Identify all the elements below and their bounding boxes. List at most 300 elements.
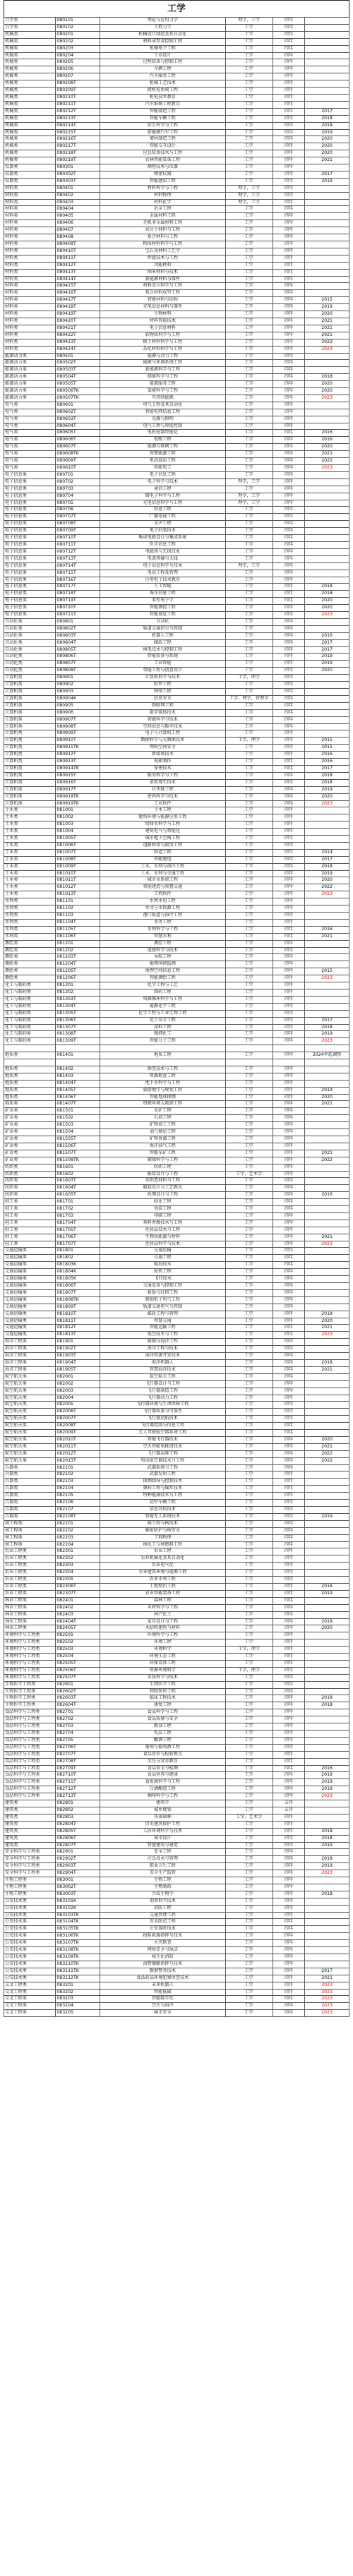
duration-cell: 四年 bbox=[273, 1108, 305, 1115]
code-cell: 081806T bbox=[56, 1283, 100, 1290]
year-added-cell bbox=[305, 675, 349, 682]
category-cell: 电气类 bbox=[4, 423, 56, 430]
category-cell: 食品科学与工程类 bbox=[4, 1779, 56, 1786]
code-cell: 080902 bbox=[56, 682, 100, 689]
category-cell: 电气类 bbox=[4, 402, 56, 409]
code-cell: 082301 bbox=[56, 1548, 100, 1555]
code-cell: 080916T bbox=[56, 779, 100, 786]
year-added-cell: 2023 bbox=[305, 1982, 349, 1989]
major-name-cell: 柔性电子学 bbox=[100, 598, 226, 605]
degree-cell: 工学 bbox=[225, 1618, 273, 1625]
duration-cell: 四年 bbox=[273, 157, 305, 164]
year-added-cell bbox=[305, 1212, 349, 1220]
degree-cell: 工学 bbox=[225, 1625, 273, 1632]
year-added-cell bbox=[305, 164, 349, 171]
code-cell: 082202 bbox=[56, 1527, 100, 1534]
year-added-cell: 2015 bbox=[305, 968, 349, 975]
year-added-cell: 2019 bbox=[305, 654, 349, 661]
degree-cell: 工学 bbox=[225, 541, 273, 548]
duration-cell: 四年 bbox=[273, 213, 305, 220]
table-row bbox=[4, 1289, 349, 1296]
category-cell: 建筑类 bbox=[4, 1828, 56, 1835]
duration-cell: 五年 bbox=[273, 1800, 305, 1807]
table-row bbox=[4, 1982, 349, 1989]
code-cell: 080504T bbox=[56, 374, 100, 381]
category-cell: 土木类 bbox=[4, 849, 56, 856]
major-name-cell: 建筑电气与智能化 bbox=[100, 829, 226, 836]
code-cell: 082701 bbox=[56, 1709, 100, 1716]
code-cell: 082703 bbox=[56, 1723, 100, 1731]
major-name-cell: 电气工程与智能控制 bbox=[100, 423, 226, 430]
table-row bbox=[4, 1758, 349, 1765]
table-row bbox=[4, 1436, 349, 1443]
year-added-cell: 2018 bbox=[305, 1891, 349, 1898]
table-row bbox=[4, 1296, 349, 1304]
table-row bbox=[4, 1772, 349, 1779]
table-row bbox=[4, 975, 349, 982]
duration-cell: 四年 bbox=[273, 1954, 305, 1961]
year-added-cell: 2021 bbox=[305, 1150, 349, 1157]
table-row bbox=[4, 374, 349, 381]
duration-cell: 四年 bbox=[273, 1178, 305, 1185]
category-cell: 水利类 bbox=[4, 919, 56, 926]
year-added-cell bbox=[305, 500, 349, 507]
code-cell: 081303T bbox=[56, 996, 100, 1003]
table-row bbox=[4, 94, 349, 101]
major-name-cell: 资源循环科学与工程 bbox=[100, 996, 226, 1003]
code-cell: 081502 bbox=[56, 1115, 100, 1122]
category-cell: 轻工类 bbox=[4, 1199, 56, 1206]
degree-cell: 工学 bbox=[225, 682, 273, 689]
year-added-cell bbox=[305, 702, 349, 709]
table-row bbox=[4, 1877, 349, 1884]
major-name-cell: 材料科学与工程 bbox=[100, 185, 226, 192]
degree-cell: 工学 bbox=[225, 1423, 273, 1430]
category-cell: 电子信息类 bbox=[4, 500, 56, 507]
duration-cell: 四年 bbox=[273, 1157, 305, 1164]
major-name-cell: 生物质能源与材料 bbox=[100, 1234, 226, 1241]
category-cell: 地质类 bbox=[4, 1073, 56, 1080]
major-name-cell: 化工安全工程 bbox=[100, 1017, 226, 1024]
code-cell: 081706T bbox=[56, 1234, 100, 1241]
degree-cell: 工学 bbox=[225, 661, 273, 668]
major-name-cell: 乳品工程 bbox=[100, 1731, 226, 1738]
code-cell: 081801 bbox=[56, 1248, 100, 1255]
duration-cell: 四年 bbox=[273, 661, 305, 668]
degree-cell: 工学 bbox=[225, 1961, 273, 1968]
major-name-cell: 邮政工程 bbox=[100, 639, 226, 646]
table-row bbox=[4, 849, 349, 856]
degree-cell: 工学 bbox=[225, 416, 273, 423]
code-cell: 080604T bbox=[56, 423, 100, 430]
table-row bbox=[4, 1220, 349, 1227]
category-cell: 机械类 bbox=[4, 45, 56, 52]
duration-cell: 四年 bbox=[273, 136, 305, 143]
major-name-cell: 人工智能 bbox=[100, 584, 226, 591]
year-added-cell bbox=[305, 807, 349, 814]
major-name-cell: 能源互联网工程 bbox=[100, 444, 226, 451]
table-row bbox=[4, 1828, 349, 1835]
major-name-cell: 工程软件 bbox=[100, 891, 226, 898]
degree-cell: 工学 bbox=[225, 1380, 273, 1388]
category-cell: 测绘类 bbox=[4, 940, 56, 947]
duration-cell: 四年 bbox=[273, 38, 305, 45]
major-name-cell: 能源与环境系统工程 bbox=[100, 360, 226, 367]
category-cell: 公安技术类 bbox=[4, 1919, 56, 1926]
degree-cell: 工学 bbox=[225, 528, 273, 535]
major-name-cell: 冶金工程 bbox=[100, 206, 226, 213]
table-row bbox=[4, 1325, 349, 1332]
code-cell: 081009T bbox=[56, 863, 100, 870]
duration-cell: 四年 bbox=[273, 1611, 305, 1618]
major-name-cell: 电动航空器技术与工程 bbox=[100, 1457, 226, 1464]
duration-cell: 四年 bbox=[273, 829, 305, 836]
table-row bbox=[4, 1632, 349, 1639]
duration-cell: 四年 bbox=[273, 1590, 305, 1597]
degree-cell: 工学 bbox=[225, 465, 273, 472]
duration-cell: 四年 bbox=[273, 1325, 305, 1332]
category-cell: 水利类 bbox=[4, 913, 56, 920]
duration-cell: 四年 bbox=[273, 849, 305, 856]
category-cell: 电气类 bbox=[4, 451, 56, 458]
code-cell: 082901 bbox=[56, 1849, 100, 1856]
table-row bbox=[4, 409, 349, 416]
code-cell: 082305 bbox=[56, 1577, 100, 1584]
table-row bbox=[4, 1947, 349, 1954]
year-added-cell: 2016 bbox=[305, 759, 349, 766]
degree-cell: 工学 bbox=[225, 1828, 273, 1835]
degree-cell: 工学 bbox=[225, 269, 273, 276]
duration-cell: 四年 bbox=[273, 1793, 305, 1800]
duration-cell: 四年 bbox=[273, 1038, 305, 1045]
category-cell: 电气类 bbox=[4, 416, 56, 423]
year-added-cell: 2019 bbox=[305, 661, 349, 668]
year-added-cell bbox=[305, 913, 349, 920]
major-name-cell: 保密技术 bbox=[100, 765, 226, 772]
table-row bbox=[4, 444, 349, 451]
code-cell: 082204 bbox=[56, 1541, 100, 1548]
table-row bbox=[4, 325, 349, 332]
year-added-cell bbox=[305, 1527, 349, 1534]
degree-cell: 工学，艺术学 bbox=[225, 1814, 273, 1821]
table-row bbox=[4, 1807, 349, 1814]
year-added-cell: 2017 bbox=[305, 765, 349, 772]
duration-cell: 四年 bbox=[273, 1681, 305, 1688]
code-cell: 081309T bbox=[56, 1038, 100, 1045]
major-name-cell: 交通设备与控制工程 bbox=[100, 1283, 226, 1290]
table-row bbox=[4, 1157, 349, 1164]
table-row bbox=[4, 555, 349, 562]
table-row bbox=[4, 1527, 349, 1534]
table-row bbox=[4, 926, 349, 933]
major-name-cell: 机电技术教育 bbox=[100, 94, 226, 101]
duration-cell: 四年 bbox=[273, 115, 305, 122]
year-added-cell bbox=[305, 689, 349, 696]
major-name-cell: 农业水利工程 bbox=[100, 1577, 226, 1584]
category-cell: 测绘类 bbox=[4, 954, 56, 961]
category-cell: 电子信息类 bbox=[4, 514, 56, 521]
degree-cell: 工学 bbox=[225, 241, 273, 248]
degree-cell: 工学 bbox=[225, 786, 273, 793]
duration-cell: 四年 bbox=[273, 423, 305, 430]
table-row bbox=[4, 1339, 349, 1346]
degree-cell: 工学 bbox=[225, 1296, 273, 1304]
table-row bbox=[4, 675, 349, 682]
code-cell: 080204 bbox=[56, 52, 100, 59]
major-name-cell: 电动载运工程 bbox=[100, 458, 226, 465]
degree-cell: 工学 bbox=[225, 395, 273, 402]
year-added-cell bbox=[305, 947, 349, 954]
year-added-cell bbox=[305, 507, 349, 514]
duration-cell: 四年 bbox=[273, 1066, 305, 1073]
duration-cell: 四年 bbox=[273, 1898, 305, 1905]
category-cell: 交叉工程类 bbox=[4, 1982, 56, 1989]
major-name-cell: 自动化 bbox=[100, 618, 226, 625]
major-name-cell: 智能电网信息工程 bbox=[100, 409, 226, 416]
degree-cell: 工学 bbox=[225, 101, 273, 108]
table-row bbox=[4, 528, 349, 535]
table-row bbox=[4, 1464, 349, 1471]
code-cell: 080422T bbox=[56, 332, 100, 339]
category-cell: 化工与制药类 bbox=[4, 1010, 56, 1017]
code-cell: 082107 bbox=[56, 1507, 100, 1514]
major-name-cell: 材料设计科学与工程 bbox=[100, 283, 226, 290]
table-row bbox=[4, 471, 349, 479]
code-cell: 081006T bbox=[56, 842, 100, 849]
duration-cell: 四年 bbox=[273, 171, 305, 178]
table-row bbox=[4, 178, 349, 185]
category-cell: 测绘类 bbox=[4, 968, 56, 975]
code-cell: 082711T bbox=[56, 1779, 100, 1786]
major-name-cell: 新能源汽车工程 bbox=[100, 129, 226, 136]
table-row bbox=[4, 1373, 349, 1380]
table-row bbox=[4, 779, 349, 786]
degree-cell: 工学 bbox=[225, 1835, 273, 1842]
table-row bbox=[4, 241, 349, 248]
table-row bbox=[4, 1618, 349, 1625]
year-added-cell bbox=[305, 1402, 349, 1409]
code-cell: 082403 bbox=[56, 1611, 100, 1618]
category-cell: 材料类 bbox=[4, 283, 56, 290]
duration-cell: 四年 bbox=[273, 262, 305, 269]
major-name-cell: 新媒体技术 bbox=[100, 752, 226, 759]
code-cell: 083205 bbox=[56, 2010, 100, 2017]
degree-cell: 工学 bbox=[225, 1066, 273, 1073]
table-row bbox=[4, 1283, 349, 1290]
degree-cell: 工学 bbox=[225, 178, 273, 185]
major-name-cell: 机械设计制造及其自动化 bbox=[100, 31, 226, 38]
major-name-cell: 食品质量与安全 bbox=[100, 1716, 226, 1723]
major-name-cell: 水声工程 bbox=[100, 521, 226, 528]
duration-cell: 四年 bbox=[273, 1779, 305, 1786]
major-name-cell: 食品营养与健康 bbox=[100, 1772, 226, 1779]
major-name-cell: 光源与照明 bbox=[100, 416, 226, 423]
table-row bbox=[4, 143, 349, 150]
major-name-cell: 香料香精技术与工程 bbox=[100, 1220, 226, 1227]
category-cell: 机械类 bbox=[4, 88, 56, 95]
degree-cell: 工学 bbox=[225, 1353, 273, 1360]
table-row bbox=[4, 1359, 349, 1366]
year-added-cell: 2023 bbox=[305, 1870, 349, 1877]
year-added-cell: 2020 bbox=[305, 1094, 349, 1101]
category-cell: 能源动力类 bbox=[4, 360, 56, 367]
duration-cell: 四年 bbox=[273, 255, 305, 262]
category-cell: 材料类 bbox=[4, 206, 56, 213]
year-added-cell: 2023 bbox=[305, 1793, 349, 1800]
major-name-cell: 资源环境大数据工程 bbox=[100, 1101, 226, 1108]
table-row bbox=[4, 919, 349, 926]
duration-cell: 四年 bbox=[273, 682, 305, 689]
code-cell: 081702 bbox=[56, 1206, 100, 1213]
year-added-cell bbox=[305, 283, 349, 290]
year-added-cell bbox=[305, 1674, 349, 1681]
year-added-cell: 2020 bbox=[305, 1625, 349, 1632]
year-added-cell bbox=[305, 1541, 349, 1548]
degree-cell: 工学 bbox=[225, 332, 273, 339]
category-cell: 矿业类 bbox=[4, 1136, 56, 1143]
code-cell: 081804K bbox=[56, 1269, 100, 1276]
table-row bbox=[4, 940, 349, 947]
code-cell: 082507T bbox=[56, 1674, 100, 1681]
year-added-cell: 2020 bbox=[305, 311, 349, 318]
category-cell: 环境科学与工程类 bbox=[4, 1647, 56, 1654]
year-added-cell bbox=[305, 555, 349, 562]
duration-cell: 四年 bbox=[273, 458, 305, 465]
duration-cell: 四年 bbox=[273, 1856, 305, 1863]
degree-cell: 理学，工学 bbox=[225, 562, 273, 570]
major-name-cell: 探测制导与控制技术 bbox=[100, 1479, 226, 1486]
year-added-cell bbox=[305, 1884, 349, 1891]
degree-cell: 工学 bbox=[225, 1192, 273, 1199]
degree-cell: 工学 bbox=[225, 451, 273, 458]
year-added-cell bbox=[305, 199, 349, 206]
category-cell: 环境科学与工程类 bbox=[4, 1667, 56, 1674]
category-cell: 机械类 bbox=[4, 59, 56, 66]
duration-cell: 四年 bbox=[273, 905, 305, 913]
duration-cell: 四年 bbox=[273, 612, 305, 619]
code-cell: 081001 bbox=[56, 807, 100, 814]
year-added-cell bbox=[305, 234, 349, 241]
degree-cell: 工学 bbox=[225, 1108, 273, 1115]
year-added-cell bbox=[305, 1416, 349, 1423]
table-row bbox=[4, 807, 349, 814]
year-added-cell: 2022 bbox=[305, 1157, 349, 1164]
major-name-cell: 软物质科学与工程 bbox=[100, 332, 226, 339]
category-cell: 交通运输类 bbox=[4, 1304, 56, 1311]
duration-cell: 四年 bbox=[273, 1031, 305, 1038]
code-cell: 081306T bbox=[56, 1017, 100, 1024]
major-name-cell: 智能交互设计 bbox=[100, 143, 226, 150]
degree-cell: 工学 bbox=[225, 430, 273, 437]
code-cell: 080806T bbox=[56, 654, 100, 661]
table-row bbox=[4, 689, 349, 696]
duration-cell: 四年 bbox=[273, 1786, 305, 1793]
year-added-cell bbox=[305, 1898, 349, 1905]
table-row bbox=[4, 1409, 349, 1416]
major-name-cell: 电气工程及其自动化 bbox=[100, 402, 226, 409]
duration-cell: 四年 bbox=[273, 1430, 305, 1437]
category-cell: 机械类 bbox=[4, 101, 56, 108]
duration-cell: 四年 bbox=[273, 1660, 305, 1667]
code-cell: 080412T bbox=[56, 262, 100, 269]
table-row bbox=[4, 1276, 349, 1283]
category-cell: 计算机类 bbox=[4, 759, 56, 766]
table-row bbox=[4, 1227, 349, 1234]
table-row bbox=[4, 1248, 349, 1255]
major-name-cell: 地下水科学与工程 bbox=[100, 1080, 226, 1087]
table-row bbox=[4, 668, 349, 675]
year-added-cell bbox=[305, 1171, 349, 1178]
degree-cell: 工学 bbox=[225, 423, 273, 430]
year-added-cell bbox=[305, 625, 349, 632]
code-cell: 080910T bbox=[56, 738, 100, 745]
category-cell: 机械类 bbox=[4, 108, 56, 115]
code-cell: 083001 bbox=[56, 1877, 100, 1884]
table-row bbox=[4, 612, 349, 619]
code-cell: 083002T bbox=[56, 1884, 100, 1891]
degree-cell: 工学 bbox=[225, 507, 273, 514]
category-cell: 安全科学与工程类 bbox=[4, 1863, 56, 1870]
category-cell: 机械类 bbox=[4, 115, 56, 122]
year-added-cell: 2017 bbox=[305, 856, 349, 863]
major-name-cell: 地质工程 bbox=[100, 1052, 226, 1059]
year-added-cell bbox=[305, 353, 349, 360]
year-added-cell: 2023 bbox=[305, 2010, 349, 2017]
major-name-cell: 信息安全 bbox=[100, 695, 226, 702]
table-row bbox=[4, 1457, 349, 1464]
major-name-cell: 生物医学工程 bbox=[100, 1681, 226, 1688]
major-name-cell: 智能运输工程 bbox=[100, 1325, 226, 1332]
degree-cell: 工学 bbox=[225, 374, 273, 381]
year-added-cell: 2019 bbox=[305, 1863, 349, 1870]
category-cell: 机械类 bbox=[4, 73, 56, 80]
major-name-cell: 环保设备工程 bbox=[100, 1660, 226, 1667]
duration-cell: 四年 bbox=[273, 479, 305, 486]
code-cell: 082105 bbox=[56, 1493, 100, 1500]
degree-cell: 工学 bbox=[225, 2003, 273, 2010]
duration-cell: 四年 bbox=[273, 360, 305, 367]
major-name-cell: 信息对抗技术 bbox=[100, 1507, 226, 1514]
category-cell: 土木类 bbox=[4, 891, 56, 898]
duration-cell: 四年 bbox=[273, 444, 305, 451]
duration-cell: 四年 bbox=[273, 996, 305, 1003]
category-cell: 公安技术类 bbox=[4, 1954, 56, 1961]
table-row bbox=[4, 905, 349, 913]
code-cell: 080708T bbox=[56, 521, 100, 528]
duration-cell: 四年 bbox=[273, 1751, 305, 1758]
table-row bbox=[4, 618, 349, 625]
major-name-cell: 智能制造工程 bbox=[100, 108, 226, 115]
year-added-cell: 2019 bbox=[305, 1842, 349, 1849]
major-name-cell: 装甲车辆工程 bbox=[100, 1500, 226, 1507]
code-cell: 080608TK bbox=[56, 451, 100, 458]
category-cell: 机械类 bbox=[4, 66, 56, 73]
degree-cell: 工学 bbox=[225, 1402, 273, 1409]
category-cell: 机械类 bbox=[4, 157, 56, 164]
duration-cell: 四年 bbox=[273, 346, 305, 353]
category-cell: 交通运输类 bbox=[4, 1276, 56, 1283]
degree-cell bbox=[225, 1059, 273, 1066]
category-cell: 材料类 bbox=[4, 248, 56, 255]
table-row bbox=[4, 954, 349, 961]
degree-cell: 工学 bbox=[225, 1395, 273, 1402]
degree-cell: 工学 bbox=[225, 940, 273, 947]
code-cell: 080907T bbox=[56, 716, 100, 723]
major-name-cell: 氢能科学与工程 bbox=[100, 388, 226, 395]
duration-cell: 四年 bbox=[273, 1199, 305, 1206]
code-cell: 081002 bbox=[56, 814, 100, 821]
category-cell: 矿业类 bbox=[4, 1143, 56, 1150]
